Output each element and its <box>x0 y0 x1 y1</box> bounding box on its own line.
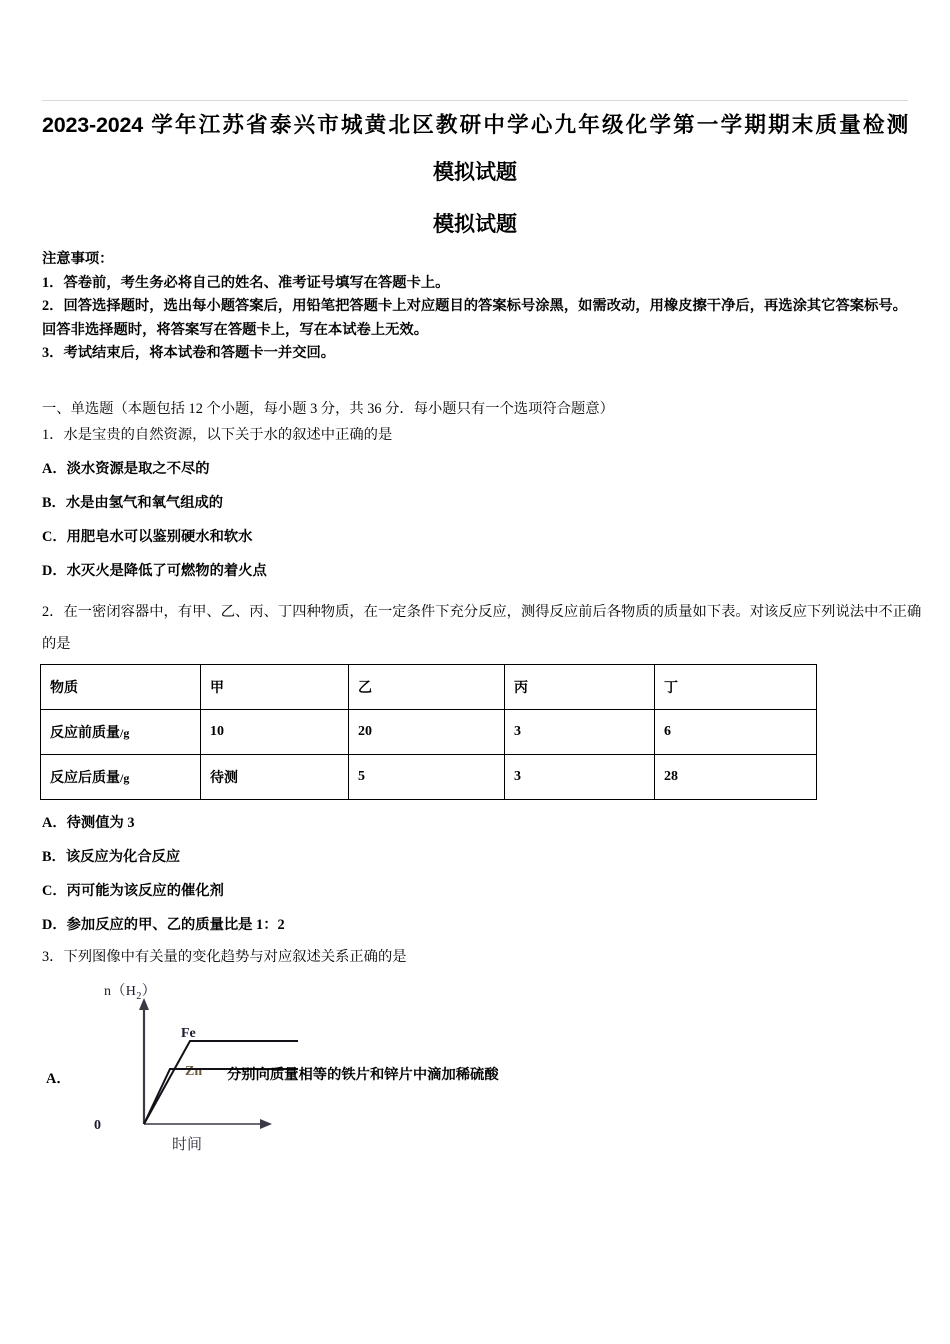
option-mark: B． <box>42 849 66 865</box>
table-row-header <box>41 755 201 800</box>
option-text: 淡水资源是取之不尽的 <box>66 461 210 477</box>
table-cell: 28 <box>655 755 817 800</box>
question-2-text: 在一密闭容器中，有甲、乙、丙、丁四种物质，在一定条件下充分反应，测得反应前后各物质的质量如下表。对该反应下列说法中不正确的是 <box>42 604 922 652</box>
table-cell: 5 <box>349 755 505 800</box>
option-mark: C． <box>42 883 67 899</box>
row-header-text: 反应前质量 <box>50 726 120 741</box>
option-mark: D． <box>42 563 67 579</box>
option-text: 水灭火是降低了可燃物的着火点 <box>66 563 267 579</box>
notice-item-1: 1．答卷前，考生务必将自己的姓名、准考证号填写在答题卡上。 <box>42 274 450 291</box>
chart-x-axis-arrow-icon <box>260 1119 272 1129</box>
notice-item-3: 3．考试结束后，将本试卷和答题卡一并交回。 <box>42 345 336 361</box>
question-3-option-a-mark: A． <box>46 1071 71 1087</box>
table-cell: 乙 <box>349 665 505 710</box>
table-cell: 10 <box>201 710 349 755</box>
section-heading-single-choice: 一、单选题（本题包括 12 个小题，每小题 3 分，共 36 分．每小题只有一个选项符合题意） <box>42 401 614 417</box>
question-1-number: 1． <box>42 427 64 443</box>
question-2-stem <box>42 596 922 660</box>
option-mark: A． <box>42 461 67 477</box>
question-2-option-b[interactable] <box>42 846 922 868</box>
question-3-text: 下列图像中有关量的变化趋势与对应叙述关系正确的是 <box>63 949 407 965</box>
question-1-option-b[interactable] <box>42 492 922 514</box>
table-cell: 3 <box>505 710 655 755</box>
option-text: 参加反应的甲、乙的质量比是 1：2 <box>66 917 285 933</box>
table-cell: 6 <box>655 710 817 755</box>
chart-y-axis-arrow-icon <box>139 998 149 1010</box>
question-3-number: 3． <box>42 949 64 965</box>
page-title: 2023-2024 学年江苏省泰兴市城黄北区教研中学心九年级化学第一学期期末质量检测 <box>42 113 908 137</box>
option-text: 待测值为 3 <box>66 815 135 831</box>
chart-y-axis-label: $n(H_2)$ <box>104 984 157 1002</box>
row-header-unit: /g <box>120 726 130 740</box>
question-1-option-c[interactable] <box>42 526 922 548</box>
table-cell: 丙 <box>505 665 655 710</box>
chart-series-label-fe: Fe <box>181 1026 196 1041</box>
chart-x-axis-label: 时间 <box>172 1136 203 1153</box>
table-row <box>41 755 817 800</box>
page-subtitle-secondary: 模拟试题 <box>433 213 517 236</box>
question-2-option-d[interactable] <box>42 914 922 936</box>
table-cell: 3 <box>505 755 655 800</box>
question-3-stem <box>42 946 922 968</box>
question-3-figure-caption: 分别向质量相等的铁片和锌片中滴加稀硫酸 <box>227 1067 499 1083</box>
question-1-option-d[interactable] <box>42 560 922 582</box>
header-rule <box>42 100 908 101</box>
option-text: 丙可能为该反应的催化剂 <box>66 883 224 899</box>
question-2-number: 2． <box>42 604 64 620</box>
table-row-header <box>41 665 201 710</box>
question-1-option-a[interactable] <box>42 458 922 480</box>
row-header-unit: /g <box>120 771 130 785</box>
row-header-text: 反应后质量 <box>50 771 120 786</box>
notice-heading: 注意事项： <box>42 251 114 267</box>
table-row <box>41 665 817 710</box>
table-row <box>41 710 817 755</box>
option-mark: B． <box>42 495 66 511</box>
option-mark: D． <box>42 917 67 933</box>
table-cell: 丁 <box>655 665 817 710</box>
table-row-header <box>41 710 201 755</box>
notice-block <box>42 248 908 366</box>
option-text: 该反应为化合反应 <box>65 849 181 865</box>
table-cell: 20 <box>349 710 505 755</box>
option-text: 用肥皂水可以鉴别硬水和软水 <box>66 529 253 545</box>
chart-series-label-zn: Zn <box>185 1064 203 1079</box>
page-subtitle-primary: 模拟试题 <box>433 161 517 184</box>
question-1-text: 水是宝贵的自然资源，以下关于水的叙述中正确的是 <box>63 427 393 443</box>
chart-origin-label: 0 <box>94 1118 101 1133</box>
reaction-mass-table <box>40 664 817 800</box>
option-mark: C． <box>42 529 67 545</box>
question-1-stem <box>42 424 922 446</box>
table-cell: 甲 <box>201 665 349 710</box>
row-header-text: 物质 <box>50 681 78 696</box>
question-2-option-a[interactable] <box>42 812 922 834</box>
option-mark: A． <box>42 815 67 831</box>
table-cell: 待测 <box>201 755 349 800</box>
question-2-option-c[interactable] <box>42 880 922 902</box>
option-text: 水是由氢气和氧气组成的 <box>65 495 224 511</box>
question-3-figure-row <box>42 978 922 1163</box>
notice-item-2: 2．回答选择题时，选出每小题答案后，用铅笔把答题卡上对应题目的答案标号涂黑，如需改动，用橡皮擦干净后，再选涂其它答案标号。回答非选择题时，将答案写在答题卡上，写在本试卷上无效。 <box>42 298 907 338</box>
